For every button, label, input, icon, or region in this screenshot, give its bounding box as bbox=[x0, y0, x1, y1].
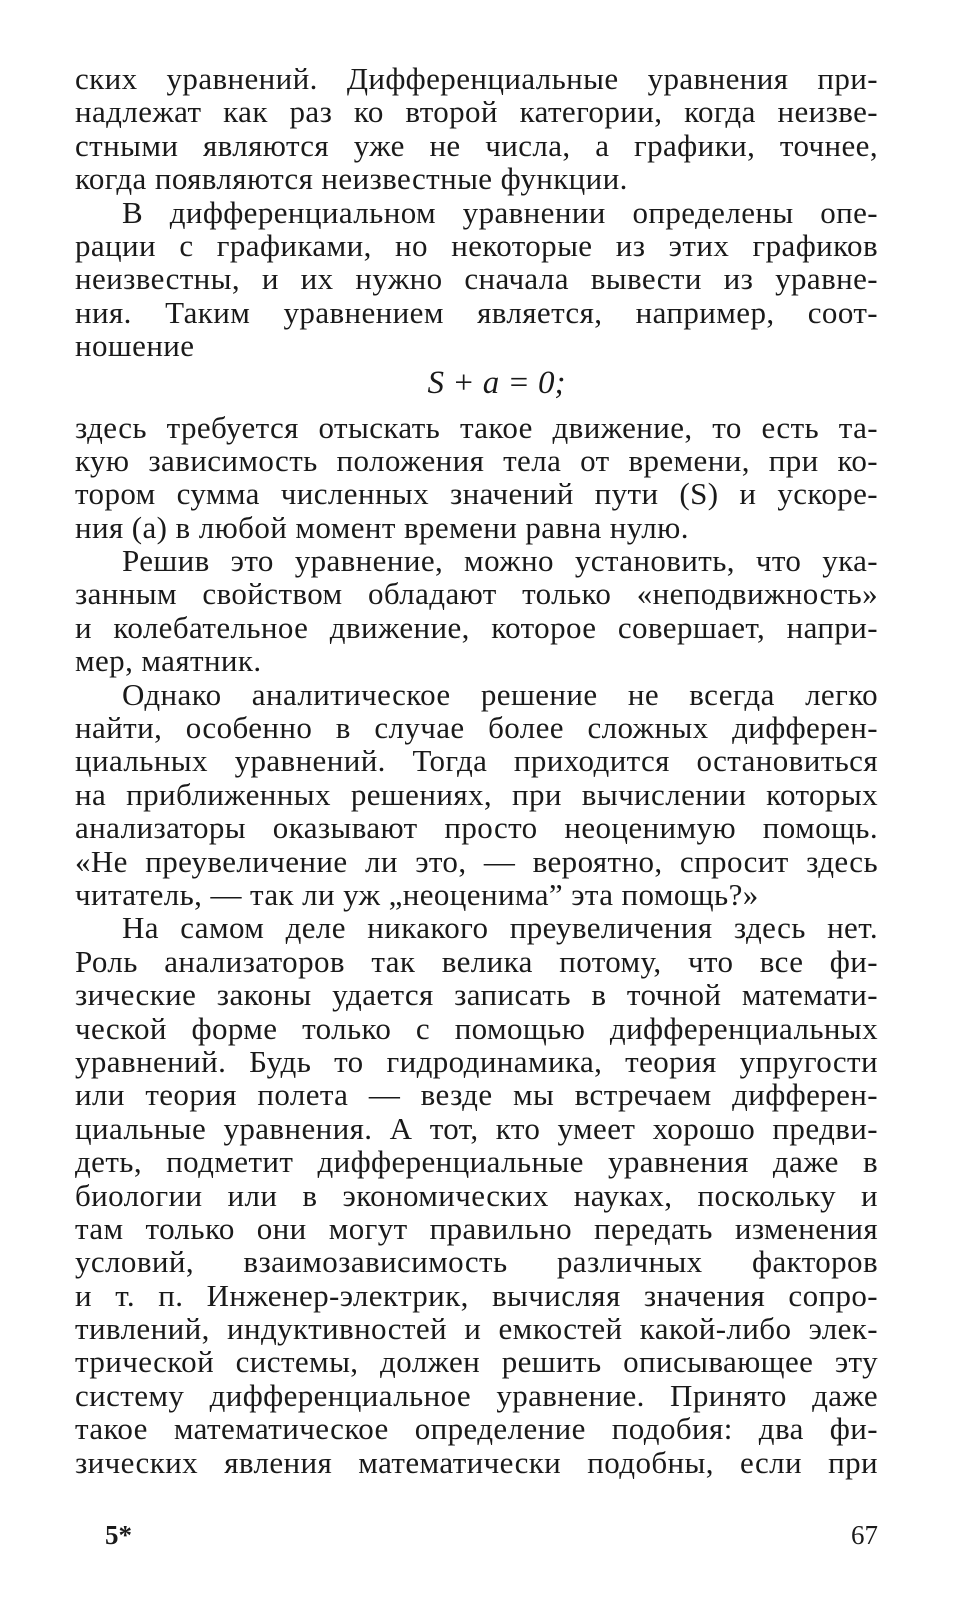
page-number: 67 bbox=[851, 1520, 878, 1550]
text-line: Решив это уравнение, можно установить, что ука- bbox=[122, 543, 878, 579]
text-line: ческой форме только с помощью дифференциальных bbox=[75, 1010, 878, 1046]
signature-mark: 5* bbox=[105, 1520, 132, 1550]
text-block-2 bbox=[75, 411, 878, 1480]
text-line: «Не преувеличение ли это, — вероятно, спросит здесь bbox=[75, 843, 878, 879]
text-line: уравнений. Будь то гидродинамика, теория упругости bbox=[75, 1043, 878, 1079]
text-line: зические законы удается записать в точной математи- bbox=[75, 977, 878, 1013]
text-line: когда появляются неизвестные функции. bbox=[75, 161, 628, 197]
text-line: здесь требуется отыскать такое движение, то есть та- bbox=[75, 409, 878, 445]
text-line: Однако аналитическое решение не всегда легко bbox=[122, 676, 878, 712]
text-line: кую зависимость положения тела от времени, при ко- bbox=[75, 442, 878, 478]
text-line: ния (a) в любой момент времени равна нулю. bbox=[75, 509, 689, 545]
text-line: зических явления математически подобны, если при bbox=[75, 1444, 878, 1480]
text-line: мер, маятник. bbox=[75, 643, 262, 679]
text-line: и т. п. Инженер-электрик, вычисляя значения сопро- bbox=[75, 1277, 878, 1313]
page-text bbox=[75, 62, 878, 1479]
text-line: читатель, — так ли уж „неоценима” эта помощь?» bbox=[75, 876, 759, 912]
text-line: неизвестны, и их нужно сначала вывести из уравне- bbox=[75, 261, 878, 297]
text-line: стными являются уже не числа, а графики, точнее, bbox=[75, 127, 878, 163]
text-line: там только они могут правильно передать изменения bbox=[75, 1210, 878, 1246]
text-line: На самом деле никакого преувеличения здесь нет. bbox=[122, 910, 878, 946]
text-line: рации с графиками, но некоторые из этих графиков bbox=[75, 227, 878, 263]
text-line: надлежат как раз ко второй категории, когда неизве- bbox=[75, 94, 878, 130]
text-line: найти, особенно в случае более сложных дифферен- bbox=[75, 710, 878, 746]
text-line: В дифференциальном уравнении определены опе- bbox=[122, 194, 878, 230]
text-line: ния. Таким уравнением является, например, соот- bbox=[75, 294, 878, 330]
text-line: занным свойством обладают только «неподвижность» bbox=[75, 576, 878, 612]
text-line: трической системы, должен решить описывающее эту bbox=[75, 1344, 878, 1380]
text-line: ношение bbox=[75, 328, 195, 364]
text-line: и колебательное движение, которое совершает, напри- bbox=[75, 609, 878, 645]
text-line: систему дифференциальное уравнение. Принято даже bbox=[75, 1377, 878, 1413]
text-line: тивлений, индуктивностей и емкостей какой-либо элек- bbox=[75, 1311, 878, 1347]
text-line: анализаторы оказывают просто неоценимую помощь. bbox=[75, 810, 878, 846]
text-line: или теория полета — везде мы встречаем дифферен- bbox=[75, 1077, 878, 1113]
text-block-1 bbox=[75, 62, 878, 363]
text-line: циальные уравнения. А тот, кто умеет хорошо предви- bbox=[75, 1110, 878, 1146]
text-line: на приближенных решениях, при вычислении которых bbox=[75, 776, 878, 812]
text-line: циальных уравнений. Тогда приходится остановиться bbox=[75, 743, 878, 779]
text-line: ских уравнений. Дифференциальные уравнения при- bbox=[75, 61, 878, 96]
text-line: биологии или в экономических науках, поскольку и bbox=[75, 1177, 878, 1213]
formula: S + a = 0; bbox=[427, 364, 566, 401]
text-line: Роль анализаторов так велика потому, что все фи- bbox=[75, 943, 878, 979]
text-line: такое математическое определение подобия: два фи- bbox=[75, 1411, 878, 1447]
text-line: деть, подметит дифференциальные уравнения даже в bbox=[75, 1144, 878, 1180]
text-line: тором сумма численных значений пути (S) и ускоре- bbox=[75, 476, 878, 512]
text-line: условий, взаимозависимость различных факторов bbox=[75, 1244, 878, 1280]
